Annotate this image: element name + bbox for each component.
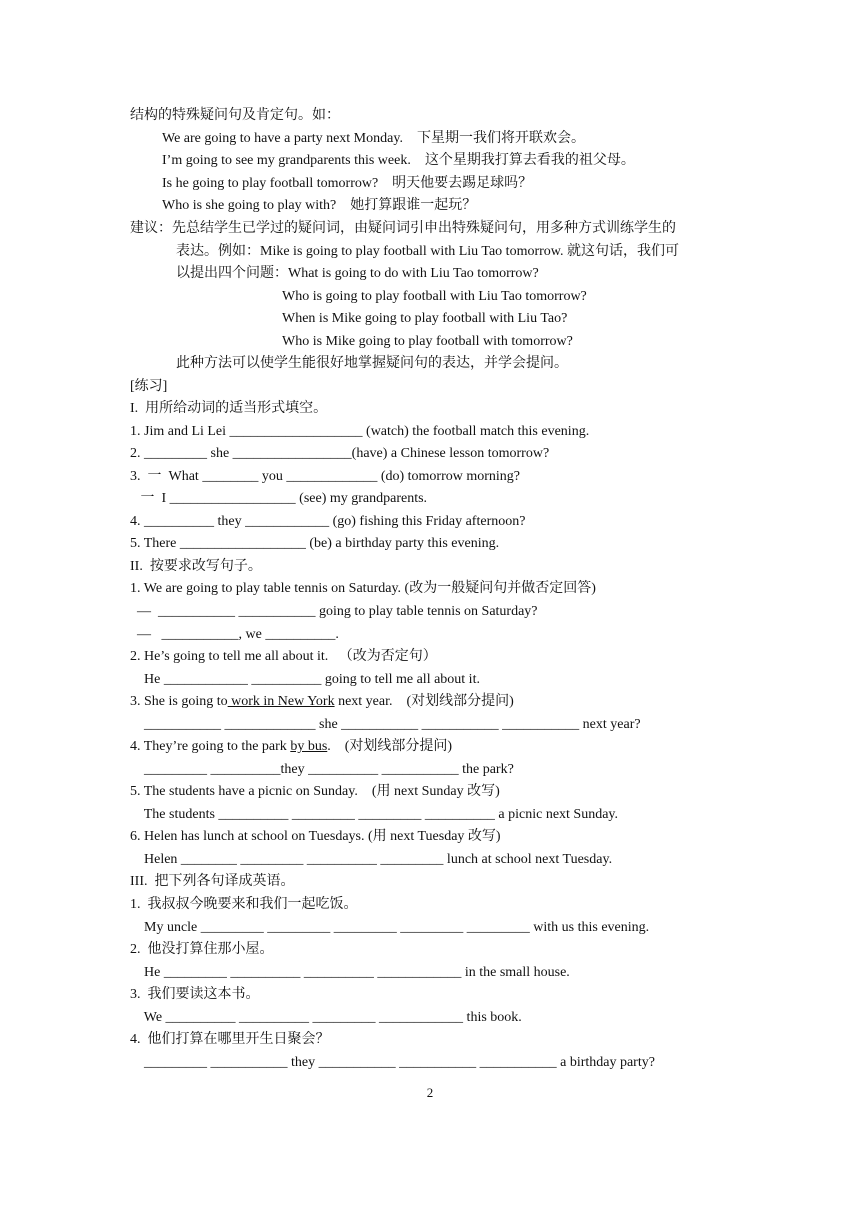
exercise-line: 2. 他没打算住那小屋。: [130, 942, 274, 957]
example-sentence: Is he going to play football tomorrow? 明天他要去踢足球吗？: [162, 176, 533, 191]
exercise-line: 4. 他们打算在哪里开生日聚会？: [130, 1032, 330, 1047]
exercise-line: 一 I __________________ (see) my grandparents.: [130, 491, 428, 506]
exercise-line: Helen ________ _________ __________ _________ lunch at school next Tuesday.: [130, 852, 613, 867]
underlined-phrase: work in New York: [227, 694, 335, 709]
exercise-line: 6. Helen has lunch at school on Tuesdays. (用 next Tuesday 改写): [130, 829, 501, 844]
example-sentence: We are going to have a party next Monday. 下星期一我们将开联欢会。: [162, 131, 585, 146]
text-part: 3. She is going to: [130, 694, 228, 709]
example-question: When is Mike going to play football with Liu Tao?: [282, 311, 568, 326]
section-title: I. 用所给动词的适当形式填空。: [130, 401, 328, 416]
advice-closing: 此种方法可以使学生能很好地掌握疑问句的表达，并学会提问。: [176, 356, 568, 371]
exercise-line: — ___________, we __________.: [130, 627, 339, 642]
text-part: . (对划线部分提问): [327, 739, 453, 754]
exercise-line: He _________ __________ __________ ____________ in the small house.: [130, 965, 570, 980]
practice-heading: [练习]: [130, 379, 168, 394]
exercise-line: My uncle _________ _________ _________ _________ _________ with us this evening.: [130, 920, 650, 935]
exercise-line: 2. _________ she _________________(have) a Chinese lesson tomorrow?: [130, 446, 550, 461]
exercise-line: _________ __________they __________ ___________ the park?: [130, 762, 514, 777]
exercise-line: 1. We are going to play table tennis on Saturday. (改为一般疑问句并做否定回答): [130, 581, 596, 596]
section-title: II. 按要求改写句子。: [130, 559, 262, 574]
exercise-line: 5. There __________________ (be) a birthday party this evening.: [130, 536, 500, 551]
example-sentence: Who is she going to play with? 她打算跟谁一起玩？: [162, 198, 477, 213]
page-number: 2: [426, 1085, 434, 1100]
example-sentence: I’m going to see my grandparents this week. 这个星期我打算去看我的祖父母。: [162, 153, 635, 168]
advice-line: 以提出四个问题：What is going to do with Liu Tao tomorrow?: [176, 266, 539, 281]
exercise-line: _________ ___________ they ___________ ___________ ___________ a birthday party?: [130, 1055, 655, 1070]
exercise-line: 5. The students have a picnic on Sunday. (用 next Sunday 改写): [130, 784, 500, 799]
exercise-line: 3. 我们要读这本书。: [130, 987, 260, 1002]
text-part: next year. (对划线部分提问): [334, 694, 514, 709]
exercise-line: 1. 我叔叔今晚要来和我们一起吃饭。: [130, 897, 358, 912]
exercise-line: 1. Jim and Li Lei ___________________ (watch) the football match this evening.: [130, 424, 590, 439]
exercise-line: [130, 693, 514, 711]
exercise-line: 3. 一 What ________ you _____________ (do) tomorrow morning?: [130, 469, 521, 484]
example-question: Who is going to play football with Liu Tao tomorrow?: [282, 289, 587, 304]
advice-line: 建议：先总结学生已学过的疑问词，由疑问词引申出特殊疑问句，用多种方式训练学生的: [130, 221, 676, 236]
exercise-line: — ___________ ___________ going to play table tennis on Saturday?: [130, 604, 538, 619]
exercise-line: The students __________ _________ _________ __________ a picnic next Sunday.: [130, 807, 619, 822]
text-part: 4. They’re going to the park: [130, 739, 291, 754]
example-question: Who is Mike going to play football with tomorrow?: [282, 334, 573, 349]
exercise-line: ___________ _____________ she ___________ ___________ ___________ next year?: [130, 717, 641, 732]
exercise-line: 2. He’s going to tell me all about it. （改为否定句）: [130, 649, 437, 664]
advice-line: 表达。例如：Mike is going to play football with Liu Tao tomorrow. 就这句话，我们可: [176, 244, 679, 259]
section-title: III. 把下列各句译成英语。: [130, 874, 295, 889]
exercise-line: He ____________ __________ going to tell me all about it.: [130, 672, 480, 687]
intro-line: 结构的特殊疑问句及肯定句。如：: [130, 108, 340, 123]
exercise-line: [130, 738, 452, 756]
exercise-line: We __________ __________ _________ ____________ this book.: [130, 1010, 522, 1025]
exercise-line: 4. __________ they ____________ (go) fishing this Friday afternoon?: [130, 514, 526, 529]
underlined-phrase: by bus: [290, 739, 328, 754]
